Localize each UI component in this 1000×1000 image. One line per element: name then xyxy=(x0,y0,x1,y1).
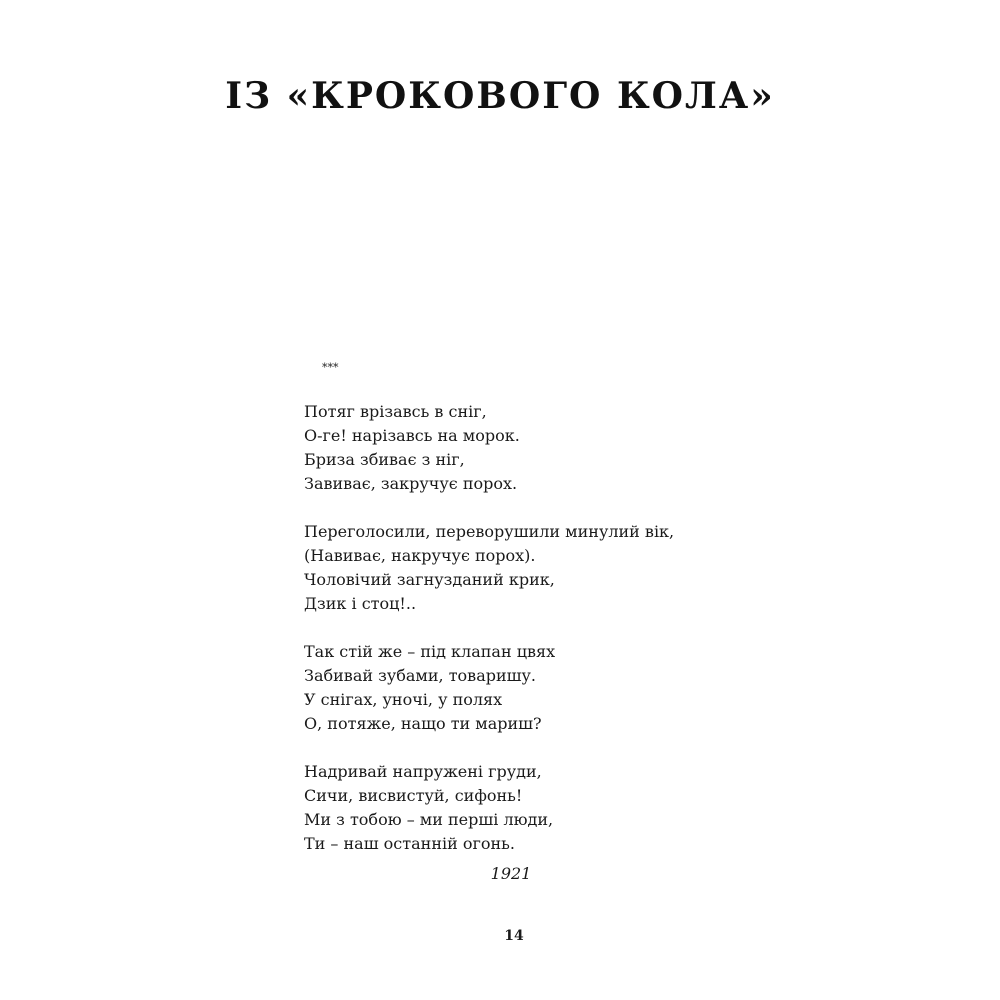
poem-line: Переголосили, переворушили минулий вік, xyxy=(304,522,675,541)
stanza-3 xyxy=(304,640,824,736)
poem-line: Чоловічий загнузданий крик, xyxy=(304,570,555,589)
poem-body xyxy=(304,400,824,880)
poem-date: 1921 xyxy=(490,864,532,883)
poem-line: Потяг врізавсь в сніг, xyxy=(304,402,487,421)
poem-line: Так стій же – під клапан цвях xyxy=(304,642,556,661)
page-title: ІЗ «КРОКОВОГО КОЛА» xyxy=(225,75,775,117)
stanza-ornament: *** xyxy=(322,361,339,374)
stanza-1 xyxy=(304,400,824,496)
poem-line: Забивай зубами, товаришу. xyxy=(304,666,537,685)
poem-line: О, потяже, нащо ти мариш? xyxy=(304,714,542,733)
poem-line: Ми з тобою – ми перші люди, xyxy=(304,810,554,829)
stanza-4 xyxy=(304,760,824,856)
poem-line: Надривай напружені груди, xyxy=(304,762,542,781)
page-number: 14 xyxy=(504,928,524,944)
poem-line: У снігах, уночі, у полях xyxy=(304,690,503,709)
poem-line: Ти – наш останній огонь. xyxy=(304,834,515,853)
poem-line: О-ге! нарізавсь на морок. xyxy=(304,426,520,445)
poem-line: Сичи, висвистуй, сифонь! xyxy=(304,786,523,805)
stanza-2 xyxy=(304,520,824,616)
poem-line: Дзик і стоц!.. xyxy=(304,594,417,613)
poem-line: Завиває, закручує порох. xyxy=(304,474,518,493)
poem-line: Бриза збиває з ніг, xyxy=(304,450,465,469)
poem-line: (Навиває, накручує порох). xyxy=(304,546,536,565)
